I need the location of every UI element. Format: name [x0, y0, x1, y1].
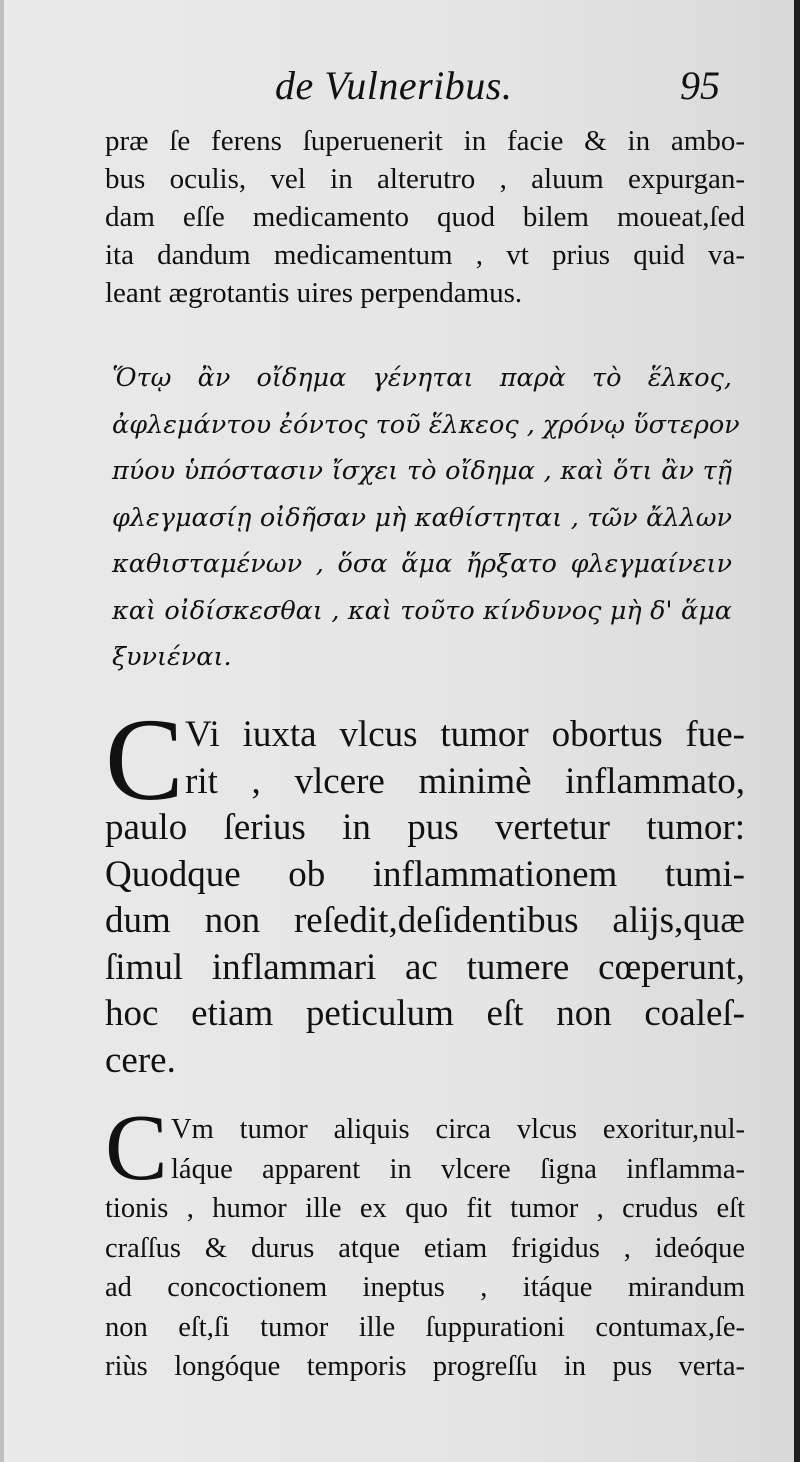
greek-line: Ὅτῳ ἂν οἴδημα γένηται παρὰ τὸ ἕλκος,	[112, 363, 732, 393]
greek-line: καὶ οἰδίσκεσθαι , καὶ τοῦτο κίνδυνος μὴ δ' ἅμα	[112, 595, 732, 626]
paragraph-1	[105, 122, 745, 312]
text-line: dam eſſe medicamento quod bilem moueat,ſed	[105, 201, 745, 233]
text-line: dum non reſedit,deſidentibus alijs,quæ	[105, 900, 745, 941]
text-line: hoc etiam peticulum eſt non coaleſ-	[105, 993, 745, 1034]
text-line: Vi iuxta vlcus tumor obortus fue-	[185, 714, 745, 755]
greek-passage	[112, 355, 740, 681]
text-line: bus oculis, vel in alterutro , aluum expurgan-	[105, 163, 745, 195]
text-line: Quodque ob inflammationem tumi-	[105, 853, 745, 895]
greek-line: ἀφλεμάντου ἐόντος τοῦ ἕλκεος , χρόνῳ ὕστερον	[112, 409, 740, 440]
text-line: riùs longóque temporis progreſſu in pus verta-	[105, 1351, 745, 1382]
text-line: leant ægrotantis uires perpendamus.	[105, 277, 523, 309]
text-line: cere.	[105, 1039, 176, 1081]
page-number: 95	[680, 63, 720, 108]
text-line: ſimul inflammari ac tumere cœperunt,	[105, 946, 745, 988]
greek-line: ξυνιέναι.	[112, 642, 232, 672]
text-line: rit , vlcere minimè inflammato,	[185, 760, 745, 802]
text-line: craſſus & durus atque etiam frigidus , ideóque	[105, 1232, 745, 1264]
greek-line: φλεγμασίῃ οἰδῆσαν μὴ καθίστηται , τῶν ἄλλων	[112, 502, 732, 533]
text-line: láque apparent in vlcere ſigna inflamma-	[171, 1153, 745, 1185]
paragraph-2	[105, 694, 745, 1084]
text-line: præ ſe ferens ſuperuenerit in facie & in ambo-	[105, 125, 745, 157]
running-head: de Vulneribus.	[275, 63, 513, 108]
scan-edge-right	[794, 0, 800, 1462]
paragraph-3	[105, 1096, 745, 1387]
text-line: ad concoctionem ineptus , itáque mirandum	[105, 1272, 745, 1303]
scan-edge-left	[0, 0, 4, 1462]
text-line: tionis , humor ille ex quo fit tumor , crudus eſt	[105, 1193, 745, 1224]
greek-line: πύου ὑπόστασιν ἴσχει τὸ οἴδημα , καὶ ὅτι ἂν τῇ	[112, 456, 732, 486]
text-line: paulo ſerius in pus vertetur tumor:	[105, 807, 745, 848]
text-line: ita dandum medicamentum , vt prius quid va-	[105, 239, 745, 271]
text-line: Vm tumor aliquis circa vlcus exoritur,nul-	[171, 1114, 745, 1145]
drop-cap: C	[105, 694, 184, 825]
greek-line: καθισταμένων , ὅσα ἅμα ἤρξατο φλεγμαίνειν	[112, 549, 732, 579]
drop-cap: C	[105, 1096, 168, 1200]
text-line: non eſt,ſi tumor ille ſuppurationi contumax,ſe-	[105, 1311, 745, 1343]
